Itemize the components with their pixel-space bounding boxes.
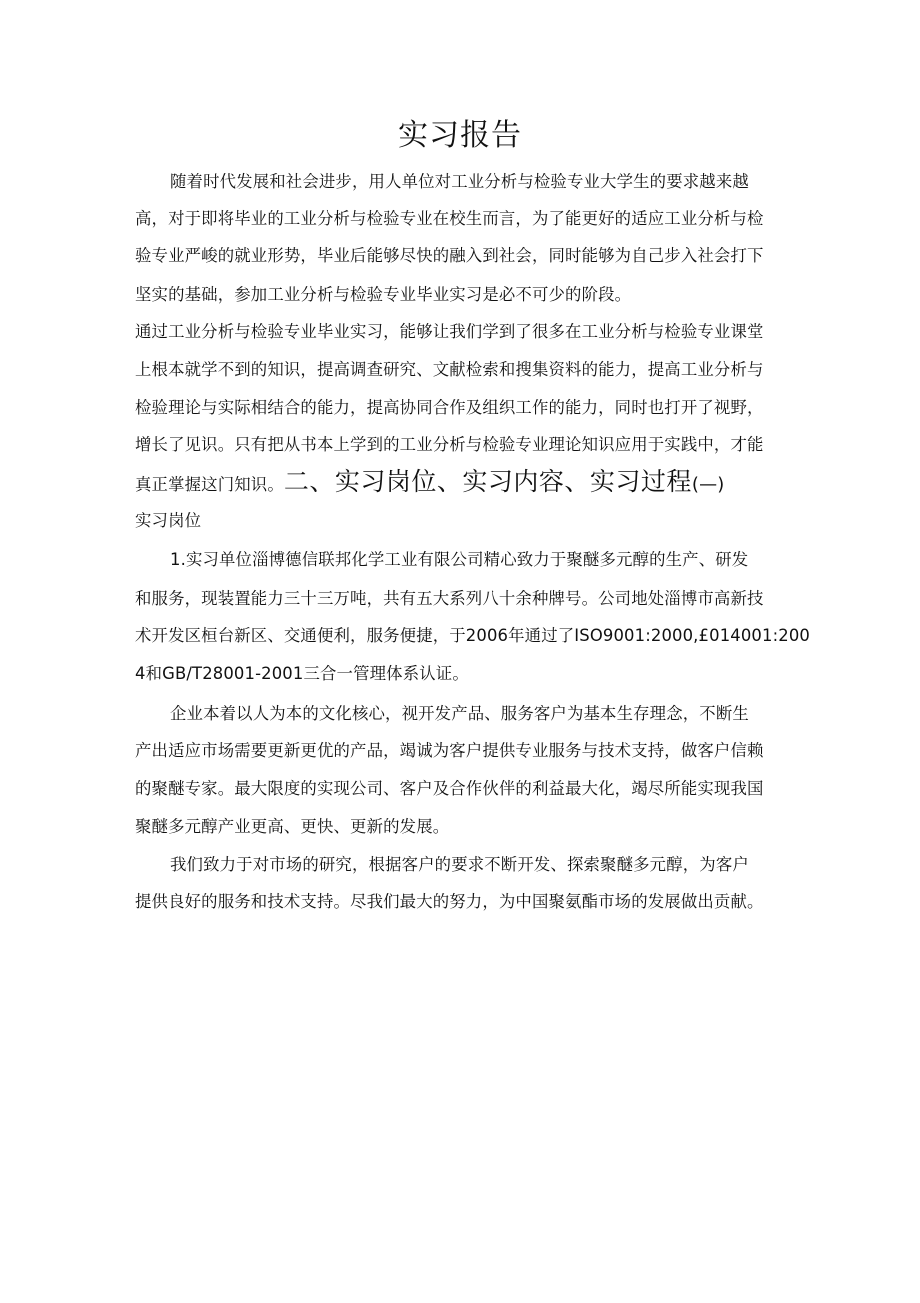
philosophy-line: 的聚醚专家。最大限度的实现公司、客户及合作伙伴的利益最大化，竭尽所能实现我国 — [135, 779, 764, 798]
intro-line: 验专业严峻的就业形势，毕业后能够尽快的融入到社会，同时能够为自己步入社会打下 — [135, 246, 764, 265]
purpose-line: 上根本就学不到的知识，提高调查研究、文献检索和搜集资料的能力，提高工业分析与 — [135, 360, 764, 379]
purpose-last-text: 真正掌握这门知识。 — [135, 475, 284, 494]
intro-line: 高，对于即将毕业的工业分析与检验专业在校生而言，为了能更好的适应工业分析与检 — [135, 209, 764, 228]
philosophy-line: 企业本着以人为本的文化核心，视开发产品、服务客户为基本生存理念，不断生 — [170, 704, 749, 723]
philosophy-line: 聚醚多元醇产业更高、更快、更新的发展。 — [135, 817, 450, 836]
purpose-line: 通过工业分析与检验专业毕业实习，能够让我们学到了很多在工业分析与检验专业课堂 — [135, 322, 764, 341]
document-title: 实习报告 — [398, 118, 522, 153]
purpose-line: 增长了见识。只有把从书本上学到的工业分析与检验专业理论知识应用于实践中，才能 — [135, 435, 764, 454]
subsection-heading: 实习岗位 — [135, 511, 202, 530]
company-line: 和服务，现装置能力三十三万吨，共有五大系列八十余种牌号。公司地处淄博市高新技 — [135, 589, 764, 608]
intro-line: 坚实的基础，参加工业分析与检验专业毕业实习是必不可少的阶段。 — [135, 285, 632, 304]
company-line: 1.实习单位淄博德信联邦化学工业有限公司精心致力于聚醚多元醇的生产、研发 — [170, 550, 749, 569]
intro-line: 随着时代发展和社会进步，用人单位对工业分析与检验专业大学生的要求越来越 — [170, 172, 749, 191]
commitment-line: 提供良好的服务和技术支持。尽我们最大的努力，为中国聚氨酯市场的发展做出贡献。 — [135, 892, 764, 911]
section-heading: 二、实习岗位、实习内容、实习过程 — [283, 467, 692, 496]
philosophy-line: 产出适应市场需要更新更优的产品，竭诚为客户提供专业服务与技术支持，做客户信赖 — [135, 741, 764, 760]
purpose-last-line — [135, 466, 795, 501]
company-line: 4和GB/T28001-2001三合一管理体系认证。 — [135, 664, 469, 683]
section-heading-suffix: (—) — [691, 474, 725, 495]
purpose-line: 检验理论与实际相结合的能力，提高协同合作及组织工作的能力，同时也打开了视野， — [135, 398, 764, 417]
company-line: 术开发区桓台新区、交通便利，服务便捷，于2006年通过了ISO9001:2000,£014001:200 — [135, 626, 810, 645]
commitment-line: 我们致力于对市场的研究，根据客户的要求不断开发、探索聚醚多元醇，为客户 — [170, 855, 749, 874]
